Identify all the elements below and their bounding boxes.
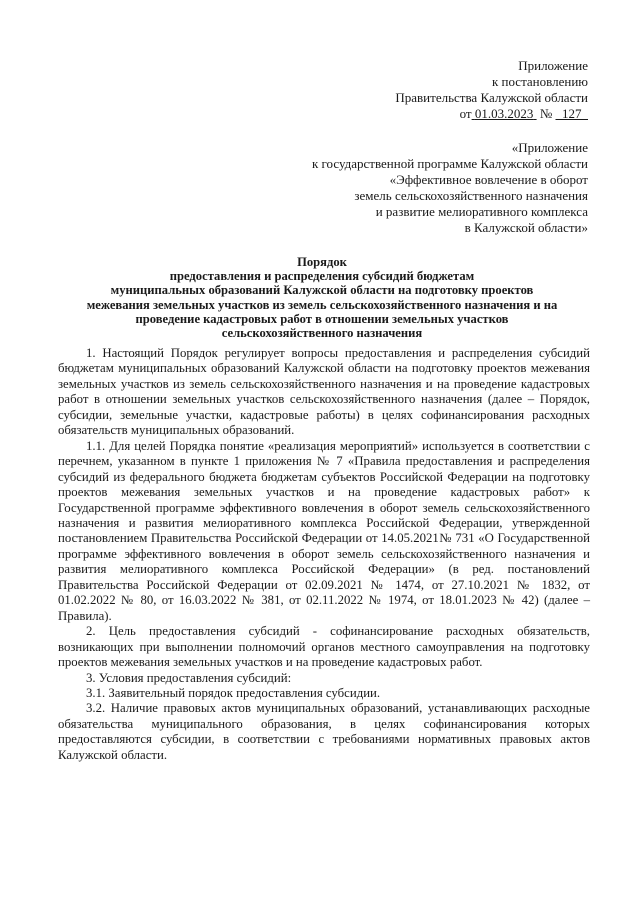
date-prefix: от bbox=[459, 106, 472, 121]
title-line-6: сельскохозяйственного назначения bbox=[221, 326, 423, 341]
paragraph-3: 3. Условия предоставления субсидий: bbox=[86, 670, 292, 685]
title-line-5: проведение кадастровых работ в отношении земельных участков bbox=[135, 311, 509, 326]
paragraph-1: 1. Настоящий Порядок регулирует вопросы предоставления и распределения субсидий бюджетам муниципальных образований Калужской области на подготовку проектов межевания земельных участков из земель сельскохозяйственного назначения и на проведение кадастровых работ в отношении земельных участков сельскохозяйственного назначения (далее – Порядок, субсидии, земельные участки, кадастровые работы) в целях софинансирования расходных обязательств муниципальных образований. bbox=[58, 346, 590, 438]
title-line-4: межевания земельных участков из земель сельскохозяйственного назначения и на bbox=[86, 297, 558, 312]
paragraph-3-1: 3.1. Заявительный порядок предоставления субсидии. bbox=[86, 685, 381, 700]
appendix-line-4: земель сельскохозяйственного назначения bbox=[354, 188, 588, 203]
header-date-line bbox=[460, 106, 588, 121]
title-line-3: муниципальных образований Калужской области на подготовку проектов bbox=[110, 283, 534, 298]
appendix-line-3: «Эффективное вовлечение в оборот bbox=[389, 172, 588, 187]
appendix-line-5: и развитие мелиоративного комплекса bbox=[375, 204, 588, 219]
number-sign: № bbox=[539, 106, 553, 121]
header-line-1: Приложение bbox=[518, 58, 588, 73]
document-title bbox=[40, 255, 604, 340]
title-line-1: Порядок bbox=[297, 255, 347, 269]
header-line-3: Правительства Калужской области bbox=[395, 90, 588, 105]
header-line-2: к постановлению bbox=[491, 74, 588, 89]
appendix-line-1: «Приложение bbox=[511, 140, 588, 155]
paragraph-1-1: 1.1. Для целей Порядка понятие «реализация мероприятий» используется в соответствии с перечнем, указанном в пункте 1 приложения № 7 «Правила предоставления и распределения субсидий из федерального бюджета бюджетам субъектов Российской Федерации на подготовку проектов межевания земельных участков и на проведение кадастровых работ» к Государственной программе эффективного вовлечения в оборот земель сельскохозяйственного назначения и развития мелиоративного комплекса Российской Федерации, утвержденной постановлением Правительства Российской Федерации от 14.05.2021№ 731 «О Государственной программе эффективного вовлечения в оборот земель сельскохозяйственного назначения и развития мелиоративного комплекса Российской Федерации» (в ред. постановлений Правительства Российской Федерации от 02.09.2021 № 1474, от 27.10.2021 № 1832, от 01.02.2022 № 80, от 16.03.2022 № 381, от 02.11.2022 № 1974, от 18.01.2023 № 42) (далее – Правила). bbox=[58, 438, 590, 623]
appendix-line-6: в Калужской области» bbox=[464, 220, 588, 235]
date-value: 01.03.2023 bbox=[474, 106, 534, 121]
paragraph-3-2: 3.2. Наличие правовых актов муниципальных образований, устанавливающих расходные обязательства муниципального образования, в целях софинансирования которых предоставляются субсидии, в соответствии с требованиями нормативных правовых актов Калужской области. bbox=[58, 701, 590, 762]
document-body bbox=[58, 346, 590, 763]
appendix-line-2: к государственной программе Калужской области bbox=[311, 156, 588, 171]
number-value: 127 bbox=[562, 106, 582, 121]
paragraph-2: 2. Цель предоставления субсидий - софинансирование расходных обязательств, возникающих при выполнении полномочий органов местного самоуправления на подготовку проектов межевания земельных участков и на проведение кадастровых работ. bbox=[58, 624, 590, 670]
title-line-2: предоставления и распределения субсидий бюджетам bbox=[169, 269, 475, 284]
